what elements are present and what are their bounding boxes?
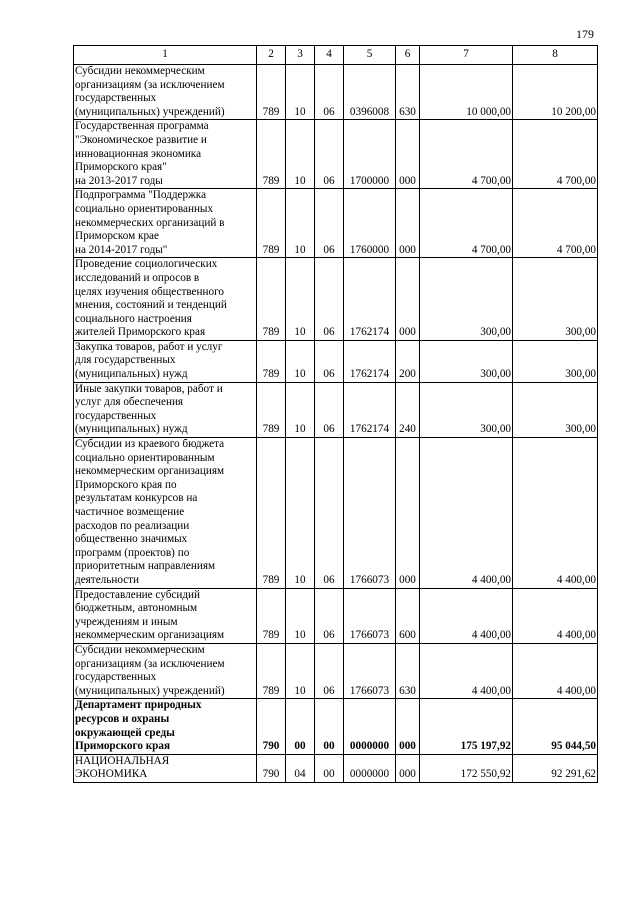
amount-cell-7: 10 000,00 [420, 65, 513, 120]
code-cell-3: 10 [286, 340, 315, 382]
table-row [74, 699, 598, 754]
amount-cell-8: 4 400,00 [513, 643, 598, 698]
header-cell: 8 [513, 46, 598, 65]
budget-table [73, 45, 598, 783]
code-cell-2: 789 [257, 120, 286, 189]
code-cell-6: 000 [396, 438, 420, 589]
amount-cell-7: 4 400,00 [420, 643, 513, 698]
table-row [74, 120, 598, 189]
header-cell: 5 [344, 46, 396, 65]
amount-cell-8: 300,00 [513, 382, 598, 437]
table-row [74, 340, 598, 382]
code-cell-4: 06 [315, 120, 344, 189]
amount-cell-8: 4 700,00 [513, 189, 598, 258]
header-row [74, 46, 598, 65]
table-row [74, 438, 598, 589]
header-cell: 7 [420, 46, 513, 65]
header-cell: 3 [286, 46, 315, 65]
code-cell-3: 10 [286, 258, 315, 341]
code-cell-6: 000 [396, 754, 420, 782]
code-cell-5: 1760000 [344, 189, 396, 258]
table-body [74, 65, 598, 783]
row-name-cell: Предоставление субсидий бюджетным, автономным учреждениям и иным некоммерческим организациям [74, 588, 257, 643]
amount-cell-8: 4 400,00 [513, 588, 598, 643]
code-cell-4: 00 [315, 699, 344, 754]
row-name-cell: Департамент природных ресурсов и охраны окружающей среды Приморского края [74, 699, 257, 754]
code-cell-2: 789 [257, 189, 286, 258]
code-cell-6: 000 [396, 258, 420, 341]
code-cell-4: 00 [315, 754, 344, 782]
amount-cell-8: 95 044,50 [513, 699, 598, 754]
code-cell-2: 790 [257, 699, 286, 754]
amount-cell-8: 300,00 [513, 258, 598, 341]
table-row [74, 65, 598, 120]
code-cell-2: 789 [257, 382, 286, 437]
code-cell-5: 1766073 [344, 643, 396, 698]
amount-cell-8: 92 291,62 [513, 754, 598, 782]
row-name-cell: Иные закупки товаров, работ и услуг для обеспечения государственных (муниципальных) нужд [74, 382, 257, 437]
page-number: 179 [576, 27, 594, 41]
row-name-cell: НАЦИОНАЛЬНАЯ ЭКОНОМИКА [74, 754, 257, 782]
code-cell-6: 000 [396, 120, 420, 189]
code-cell-4: 06 [315, 438, 344, 589]
code-cell-5: 1762174 [344, 258, 396, 341]
code-cell-3: 00 [286, 699, 315, 754]
code-cell-4: 06 [315, 643, 344, 698]
code-cell-2: 789 [257, 438, 286, 589]
code-cell-3: 10 [286, 588, 315, 643]
code-cell-5: 0000000 [344, 699, 396, 754]
header-cell: 6 [396, 46, 420, 65]
row-name-cell: Государственная программа "Экономическое развитие и инновационная экономика Приморского края" на 2013-2017 годы [74, 120, 257, 189]
code-cell-4: 06 [315, 258, 344, 341]
amount-cell-7: 4 400,00 [420, 588, 513, 643]
row-name-cell: Субсидии некоммерческим организациям (за исключением государственных (муниципальных) учреждений) [74, 65, 257, 120]
amount-cell-7: 4 700,00 [420, 189, 513, 258]
code-cell-6: 200 [396, 340, 420, 382]
table-row [74, 189, 598, 258]
code-cell-5: 1766073 [344, 588, 396, 643]
row-name-cell: Закупка товаров, работ и услуг для государственных (муниципальных) нужд [74, 340, 257, 382]
table-row [74, 643, 598, 698]
code-cell-5: 1700000 [344, 120, 396, 189]
code-cell-2: 789 [257, 340, 286, 382]
amount-cell-7: 300,00 [420, 382, 513, 437]
table-row [74, 754, 598, 782]
table-row [74, 382, 598, 437]
table-row [74, 588, 598, 643]
code-cell-2: 790 [257, 754, 286, 782]
amount-cell-8: 4 400,00 [513, 438, 598, 589]
amount-cell-8: 300,00 [513, 340, 598, 382]
row-name-cell: Проведение социологических исследований и опросов в целях изучения общественного мнения, состояний и тенденций социального настроения жителей Приморского края [74, 258, 257, 341]
header-cell: 4 [315, 46, 344, 65]
header-cell: 2 [257, 46, 286, 65]
code-cell-6: 630 [396, 643, 420, 698]
amount-cell-7: 172 550,92 [420, 754, 513, 782]
code-cell-2: 789 [257, 258, 286, 341]
row-name-cell: Субсидии некоммерческим организациям (за исключением государственных (муниципальных) учреждений) [74, 643, 257, 698]
code-cell-6: 000 [396, 189, 420, 258]
code-cell-4: 06 [315, 189, 344, 258]
code-cell-3: 10 [286, 120, 315, 189]
header-cell: 1 [74, 46, 257, 65]
code-cell-3: 10 [286, 438, 315, 589]
row-name-cell: Субсидии из краевого бюджета социально ориентированным некоммерческим организациям Приморского края по результатам конкурсов на частичное возмещение расходов по реализации общественно значимых программ (проектов) по приоритетным направлениям деятельности [74, 438, 257, 589]
code-cell-2: 789 [257, 588, 286, 643]
table-row [74, 258, 598, 341]
code-cell-3: 10 [286, 643, 315, 698]
amount-cell-8: 10 200,00 [513, 65, 598, 120]
amount-cell-7: 300,00 [420, 340, 513, 382]
code-cell-3: 10 [286, 189, 315, 258]
code-cell-6: 240 [396, 382, 420, 437]
amount-cell-7: 4 400,00 [420, 438, 513, 589]
code-cell-5: 0000000 [344, 754, 396, 782]
code-cell-4: 06 [315, 340, 344, 382]
code-cell-4: 06 [315, 588, 344, 643]
code-cell-3: 04 [286, 754, 315, 782]
amount-cell-7: 300,00 [420, 258, 513, 341]
code-cell-3: 10 [286, 382, 315, 437]
row-name-cell: Подпрограмма "Поддержка социально ориентированных некоммерческих организаций в Приморском крае на 2014-2017 годы" [74, 189, 257, 258]
amount-cell-8: 4 700,00 [513, 120, 598, 189]
code-cell-2: 789 [257, 643, 286, 698]
amount-cell-7: 175 197,92 [420, 699, 513, 754]
code-cell-4: 06 [315, 65, 344, 120]
amount-cell-7: 4 700,00 [420, 120, 513, 189]
code-cell-5: 1766073 [344, 438, 396, 589]
code-cell-5: 0396008 [344, 65, 396, 120]
code-cell-6: 600 [396, 588, 420, 643]
code-cell-3: 10 [286, 65, 315, 120]
code-cell-2: 789 [257, 65, 286, 120]
code-cell-6: 000 [396, 699, 420, 754]
code-cell-6: 630 [396, 65, 420, 120]
code-cell-5: 1762174 [344, 340, 396, 382]
code-cell-4: 06 [315, 382, 344, 437]
code-cell-5: 1762174 [344, 382, 396, 437]
